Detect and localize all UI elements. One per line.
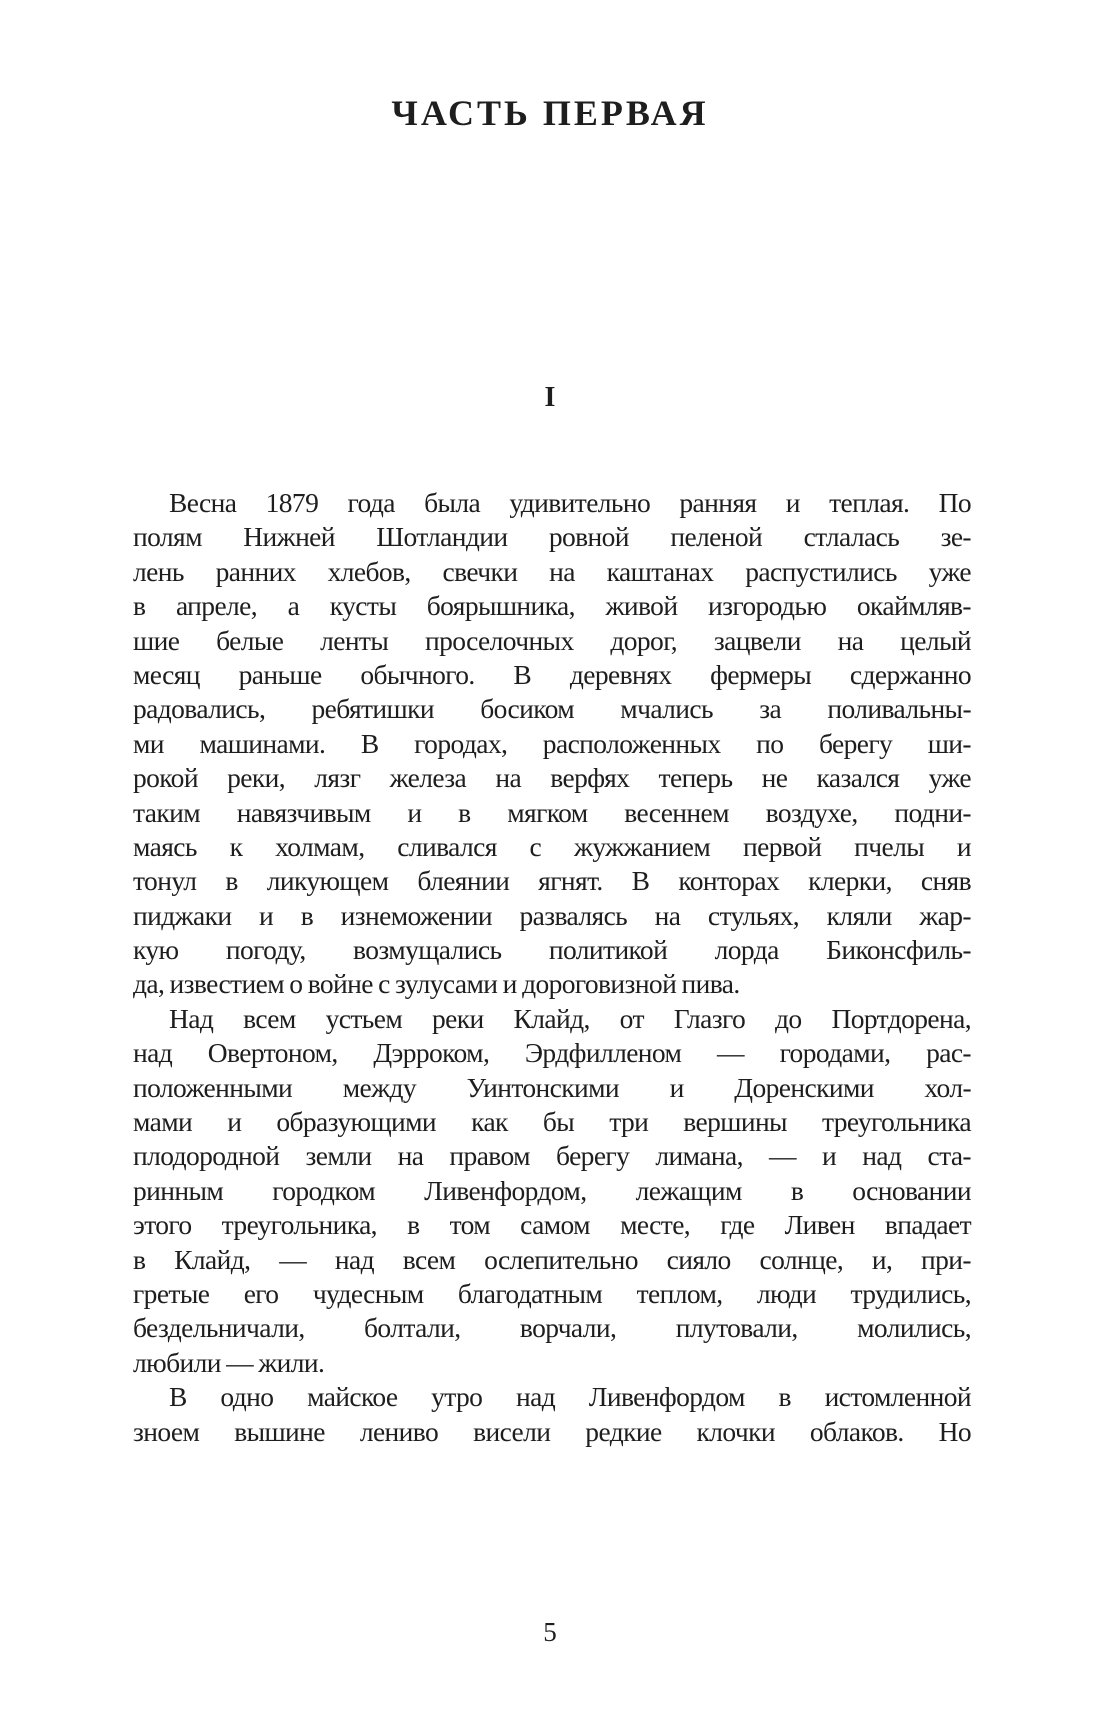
text-line: в Клайд, — над всем ослепительно сияло солнце, и, при- xyxy=(133,1243,971,1275)
text-line: да, известием о войне с зулусами и дороговизной пива. xyxy=(133,968,740,1000)
text-line: в апреле, а кусты боярышника, живой изгородью окаймляв- xyxy=(133,590,971,622)
text-line: полям Нижней Шотландии ровной пеленой стлалась зе- xyxy=(133,521,971,553)
text-line: кую погоду, возмущались политикой лорда Биконсфиль- xyxy=(133,934,971,966)
text-line: таким навязчивым и в мягком весеннем воздухе, подни- xyxy=(133,796,971,828)
body-text xyxy=(133,486,971,1449)
text-line: мами и образующими как бы три вершины треугольника xyxy=(133,1106,971,1138)
text-line: Над всем устьем реки Клайд, от Глазго до Портдорена, xyxy=(169,1002,971,1034)
text-line: любили — жили. xyxy=(133,1346,325,1378)
text-line: ми машинами. В городах, расположенных по берегу ши- xyxy=(133,727,971,759)
text-line: зноем вышине лениво висели редкие клочки облаков. Но xyxy=(133,1415,971,1447)
text-line: тонул в ликующем блеянии ягнят. В конторах клерки, сняв xyxy=(133,865,971,897)
text-line: пиджаки и в изнеможении развалясь на стульях, кляли жар- xyxy=(133,899,971,931)
text-line: месяц раньше обычного. В деревнях фермеры сдержанно xyxy=(133,658,971,690)
page-number: 5 xyxy=(543,1617,557,1647)
text-line: гретые его чудесным благодатным теплом, люди трудились, xyxy=(133,1277,971,1309)
chapter-number: I xyxy=(544,382,556,413)
text-line: ринным городком Ливенфордом, лежащим в основании xyxy=(133,1174,971,1206)
text-line: шие белые ленты проселочных дорог, зацвели на целый xyxy=(133,624,971,656)
text-line: рокой реки, лязг железа на верфях теперь не казался уже xyxy=(133,762,971,794)
text-line: плодородной земли на правом берегу лимана, — и над ста- xyxy=(133,1140,971,1172)
text-line: В одно майское утро над Ливенфордом в истомленной xyxy=(169,1381,971,1413)
text-line: Весна 1879 года была удивительно ранняя и теплая. По xyxy=(169,487,971,518)
part-title: ЧАСТЬ ПЕРВАЯ xyxy=(391,93,709,133)
text-line: маясь к холмам, сливался с жужжанием первой пчелы и xyxy=(133,830,971,862)
text-line: лень ранних хлебов, свечки на каштанах распустились уже xyxy=(133,555,971,587)
text-line: бездельничали, болтали, ворчали, плутовали, молились, xyxy=(133,1312,971,1344)
text-line: над Овертоном, Дэрроком, Эрдфилленом — городами, рас- xyxy=(133,1037,971,1069)
text-line: радовались, ребятишки босиком мчались за поливальны- xyxy=(133,693,971,725)
text-line: этого треугольника, в том самом месте, где Ливен впадает xyxy=(133,1209,971,1241)
text-line: положенными между Уинтонскими и Доренскими хол- xyxy=(133,1071,971,1103)
